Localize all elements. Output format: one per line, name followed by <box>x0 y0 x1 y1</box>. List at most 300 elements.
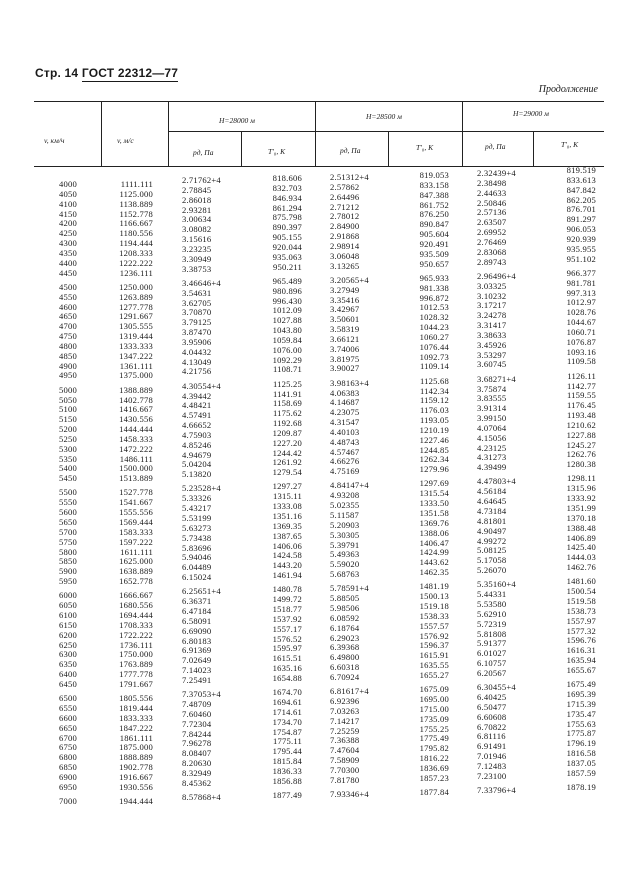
table-cell: 4.64645 <box>477 496 507 507</box>
column-v-kmh <box>40 180 77 811</box>
table-cell: 1245.27 <box>566 439 596 450</box>
table-cell: 6.70822 <box>477 721 507 732</box>
table-cell: 5.04204 <box>182 459 212 470</box>
table-cell: 1735.47 <box>566 708 596 719</box>
table-cell: 1176.03 <box>419 405 449 416</box>
table-cell: 4.93208 <box>330 490 360 501</box>
row-group <box>40 488 77 586</box>
table-cell: 1763.889 <box>119 659 153 670</box>
table-cell: 1158.69 <box>272 398 302 409</box>
table-cell: 5.13820 <box>182 469 212 480</box>
table-cell: 6.15024 <box>182 572 212 583</box>
table-cell: 1028.32 <box>419 312 449 323</box>
table-cell: 1111.111 <box>120 179 153 189</box>
table-cell: 3.87470 <box>182 327 212 338</box>
table-cell: 3.58319 <box>330 324 360 335</box>
col-divider-3 <box>241 131 242 167</box>
table-cell: 833.613 <box>566 174 596 185</box>
table-cell: 3.50601 <box>330 314 360 325</box>
table-cell: 6350 <box>59 659 77 670</box>
table-cell: 1805.556 <box>119 693 153 704</box>
table-cell: 4.99272 <box>477 535 507 546</box>
row-group <box>405 788 449 798</box>
table-cell: 1333.50 <box>419 498 449 509</box>
table-cell: 6.36371 <box>182 596 212 607</box>
table-cell: 1655.67 <box>566 664 596 675</box>
table-cell: 1175.62 <box>272 408 302 419</box>
table-cell: 1597.222 <box>119 536 153 547</box>
table-cell: 1625.000 <box>119 556 153 567</box>
header-p-h2: pд, Па <box>340 146 361 155</box>
col-divider-6 <box>462 101 463 167</box>
table-cell: 5400 <box>59 463 77 474</box>
table-cell: 1777.778 <box>119 669 153 680</box>
table-cell: 5.23528+4 <box>182 483 221 494</box>
row-group <box>108 180 153 278</box>
table-top-rule <box>34 101 604 102</box>
table-cell: 6.04489 <box>182 562 212 573</box>
table-cell: 1263.889 <box>119 291 153 302</box>
table-cell: 3.99150 <box>477 413 507 424</box>
table-cell: 1638.889 <box>119 566 153 577</box>
table-cell: 6850 <box>59 762 77 773</box>
table-cell: 7.33796+4 <box>477 784 516 795</box>
table-cell: 1388.48 <box>566 522 596 533</box>
table-cell: 7.12483 <box>477 760 507 771</box>
table-cell: 1028.76 <box>566 307 596 318</box>
table-cell: 1611.111 <box>120 546 153 557</box>
table-cell: 4700 <box>59 321 77 332</box>
table-cell: 4.84147+4 <box>330 480 369 491</box>
table-cell: 3.68271+4 <box>477 373 516 384</box>
table-cell: 6100 <box>59 610 77 620</box>
table-cell: 1108.71 <box>272 364 302 375</box>
table-cell: 1277.778 <box>119 301 153 312</box>
table-cell: 1861.111 <box>119 732 153 743</box>
table-cell: 6.20567 <box>477 667 507 678</box>
row-group <box>40 180 77 278</box>
table-cell: 935.063 <box>272 251 302 262</box>
table-cell: 1519.18 <box>419 601 449 611</box>
table-cell: 966.377 <box>566 267 596 278</box>
table-cell: 3.03325 <box>477 280 507 291</box>
table-cell: 8.32949 <box>182 767 212 778</box>
table-cell: 3.98163+4 <box>330 377 369 388</box>
row-group <box>182 176 242 274</box>
table-cell: 4.75169 <box>330 466 360 477</box>
table-cell: 6.80183 <box>182 635 212 646</box>
table-cell: 1125.68 <box>419 375 449 386</box>
table-cell: 833.158 <box>419 179 449 190</box>
table-cell: 4.75903 <box>182 429 212 440</box>
table-cell: 4.31273 <box>477 452 507 463</box>
table-cell: 6500 <box>59 693 77 704</box>
table-cell: 1500.000 <box>119 463 153 474</box>
table-cell: 1210.19 <box>419 424 449 435</box>
height-group-3: H=29000 м <box>513 109 549 118</box>
table-cell: 1291.667 <box>119 311 153 322</box>
table-cell: 1836.33 <box>272 765 302 776</box>
table-cell: 920.939 <box>566 233 596 244</box>
table-cell: 1244.42 <box>272 447 302 458</box>
row-group <box>108 797 153 807</box>
table-cell: 1044.23 <box>419 322 449 333</box>
table-cell: 2.38498 <box>477 177 507 188</box>
table-cell: 2.63507 <box>477 217 507 228</box>
table-cell: 1538.33 <box>419 610 449 621</box>
row-group <box>330 687 390 785</box>
table-cell: 1193.05 <box>419 415 449 426</box>
table-cell: 861.294 <box>272 202 302 213</box>
table-cell: 6.81116 <box>477 731 506 742</box>
table-cell: 1538.73 <box>566 605 596 616</box>
table-cell: 905.155 <box>272 232 302 243</box>
table-cell: 2.84900 <box>330 221 360 232</box>
table-cell: 1654.88 <box>272 672 302 683</box>
table-cell: 1279.96 <box>419 464 449 475</box>
table-cell: 6.39368 <box>330 642 360 653</box>
table-cell: 1856.88 <box>272 775 302 786</box>
table-cell: 997.313 <box>566 287 596 298</box>
row-group <box>182 690 242 788</box>
col-divider-7 <box>533 131 534 167</box>
table-cell: 1059.84 <box>272 334 302 345</box>
table-cell: 4.06383 <box>330 387 360 398</box>
table-cell: 4.39442 <box>182 390 212 401</box>
col-divider-2 <box>168 101 169 167</box>
table-cell: 1060.71 <box>566 326 596 337</box>
table-cell: 1775.87 <box>566 728 596 739</box>
table-cell: 1370.18 <box>566 512 596 523</box>
table-cell: 5.02355 <box>330 500 360 511</box>
table-cell: 1481.60 <box>566 576 596 587</box>
table-cell: 1635.94 <box>566 655 596 666</box>
table-cell: 1615.91 <box>419 650 449 661</box>
table-cell: 1472.222 <box>119 443 153 454</box>
table-cell: 5.44331 <box>477 589 507 600</box>
table-cell: 1722.222 <box>119 629 153 640</box>
table-cell: 1351.16 <box>272 511 302 522</box>
table-cell: 6.01027 <box>477 648 507 659</box>
table-cell: 1388.889 <box>119 384 153 395</box>
table-cell: 4.40103 <box>330 426 360 437</box>
table-cell: 4800 <box>59 340 77 351</box>
table-cell: 935.955 <box>566 243 596 254</box>
table-cell: 1694.444 <box>119 610 153 620</box>
row-group <box>40 591 77 689</box>
table-cell: 5000 <box>59 384 77 395</box>
table-cell: 6.81617+4 <box>330 686 369 697</box>
table-cell: 5.08125 <box>477 545 507 556</box>
table-cell: 1615.51 <box>272 653 302 664</box>
table-cell: 2.91868 <box>330 231 360 242</box>
table-cell: 3.91314 <box>477 403 507 414</box>
table-cell: 1750.000 <box>119 649 153 660</box>
table-cell: 3.74006 <box>330 343 360 354</box>
table-cell: 1695.00 <box>419 693 449 704</box>
table-cell: 4.15056 <box>477 432 507 443</box>
table-cell: 3.81975 <box>330 353 360 364</box>
table-cell: 1576.92 <box>419 630 449 641</box>
table-cell: 2.64496 <box>330 191 360 202</box>
table-cell: 5.68763 <box>330 569 360 580</box>
table-cell: 2.78012 <box>330 211 360 222</box>
table-cell: 6150 <box>59 619 77 630</box>
table-cell: 7.36388 <box>330 735 360 746</box>
table-cell: 4.23075 <box>330 407 360 418</box>
table-cell: 7.23100 <box>477 770 507 781</box>
table-cell: 1443.62 <box>419 557 449 568</box>
table-cell: 3.23235 <box>182 243 212 254</box>
table-cell: 981.338 <box>419 282 449 293</box>
table-cell: 920.491 <box>419 238 449 249</box>
table-cell: 2.51312+4 <box>330 172 369 182</box>
table-cell: 2.96496+4 <box>477 270 516 281</box>
table-cell: 3.27949 <box>330 284 360 295</box>
table-cell: 3.15616 <box>182 234 212 245</box>
table-cell: 1315.54 <box>419 488 449 499</box>
table-cell: 7.84244 <box>182 728 212 739</box>
table-cell: 4.66652 <box>182 420 212 431</box>
table-cell: 906.053 <box>566 224 596 235</box>
table-cell: 1795.82 <box>419 743 449 754</box>
table-cell: 5050 <box>59 394 77 405</box>
row-group <box>258 174 302 272</box>
table-cell: 1755.63 <box>566 718 596 729</box>
table-cell: 5.30305 <box>330 529 360 540</box>
table-cell: 1878.19 <box>566 781 596 792</box>
table-cell: 1569.444 <box>119 517 153 528</box>
table-cell: 6.60608 <box>477 711 507 722</box>
row-group <box>40 797 77 807</box>
row-group <box>108 591 153 689</box>
table-cell: 1375.000 <box>119 370 153 381</box>
table-cell: 4400 <box>59 257 77 268</box>
table-cell: 1735.09 <box>419 713 449 724</box>
table-cell: 1315.11 <box>272 491 302 502</box>
table-cell: 4750 <box>59 331 77 342</box>
table-cell: 847.388 <box>419 189 449 200</box>
table-cell: 1425.40 <box>566 542 596 553</box>
table-cell: 1416.667 <box>119 404 153 415</box>
table-cell: 6750 <box>59 742 77 753</box>
table-cell: 1227.20 <box>272 437 302 448</box>
table-cell: 1351.58 <box>419 508 449 519</box>
table-cell: 5500 <box>59 487 77 498</box>
row-group <box>40 283 77 381</box>
table-cell: 6.29023 <box>330 632 360 643</box>
table-cell: 4900 <box>59 360 77 371</box>
table-cell: 6.60318 <box>330 662 360 673</box>
table-cell: 1791.667 <box>119 678 153 689</box>
row-group <box>477 272 537 370</box>
page-label: Стр. 14 <box>35 66 79 80</box>
table-cell: 1499.72 <box>272 594 302 605</box>
table-cell: 6600 <box>59 712 77 723</box>
table-cell: 1159.12 <box>419 395 449 406</box>
table-cell: 1616.31 <box>566 645 596 656</box>
table-cell: 1836.69 <box>419 762 449 773</box>
table-cell: 1194.444 <box>119 238 153 249</box>
table-cell: 1519.58 <box>566 596 596 606</box>
table-cell: 1210.62 <box>566 419 596 430</box>
table-cell: 996.872 <box>419 292 449 303</box>
table-cell: 6950 <box>59 781 77 792</box>
table-cell: 4.66276 <box>330 456 360 467</box>
table-cell: 5.91377 <box>477 638 507 649</box>
table-cell: 847.842 <box>566 184 596 195</box>
table-cell: 1142.34 <box>419 385 449 396</box>
table-cell: 1916.667 <box>119 771 153 782</box>
table-cell: 4600 <box>59 301 77 312</box>
table-cell: 5.88505 <box>330 593 360 604</box>
row-group <box>182 587 242 685</box>
table-cell: 5250 <box>59 433 77 444</box>
table-cell: 1280.38 <box>566 459 596 470</box>
table-cell: 819.053 <box>419 170 449 180</box>
column-t-h1 <box>258 174 302 805</box>
row-group <box>405 171 449 269</box>
column-p-h3 <box>477 169 537 800</box>
table-cell: 1695.39 <box>566 688 596 699</box>
table-cell: 1513.889 <box>119 473 153 484</box>
table-cell: 6800 <box>59 752 77 763</box>
table-cell: 4450 <box>59 267 77 278</box>
table-cell: 1159.55 <box>566 390 596 401</box>
table-cell: 980.896 <box>272 285 302 296</box>
table-cell: 1652.778 <box>119 576 153 587</box>
table-cell: 1406.89 <box>566 532 596 543</box>
table-cell: 1555.556 <box>119 507 153 518</box>
table-cell: 3.38633 <box>477 329 507 340</box>
table-cell: 4.13049 <box>182 356 212 367</box>
row-group <box>551 680 596 778</box>
table-cell: 1333.08 <box>272 501 302 512</box>
table-cell: 4.04432 <box>182 346 212 357</box>
table-cell: 876.701 <box>566 204 596 215</box>
table-cell: 4.48421 <box>182 400 212 411</box>
table-cell: 3.17217 <box>477 300 507 311</box>
header-p-h3: pд, Па <box>485 142 506 151</box>
table-cell: 4.31547 <box>330 417 360 428</box>
table-cell: 4950 <box>59 370 77 381</box>
table-cell: 7.14023 <box>182 665 212 676</box>
table-cell: 5.94046 <box>182 552 212 563</box>
table-cell: 1708.333 <box>119 619 153 630</box>
table-cell: 1444.444 <box>119 424 153 435</box>
table-cell: 1875.000 <box>119 742 153 753</box>
table-cell: 8.20630 <box>182 758 212 769</box>
table-cell: 6200 <box>59 629 77 640</box>
table-cell: 6.92396 <box>330 695 360 706</box>
table-cell: 3.83555 <box>477 393 507 404</box>
row-group <box>182 279 242 377</box>
column-t-h3 <box>551 166 596 797</box>
table-cell: 1262.34 <box>419 454 449 465</box>
table-cell: 1152.778 <box>119 208 153 219</box>
table-cell: 1481.19 <box>419 581 449 592</box>
row-group <box>258 277 302 375</box>
table-cell: 1837.05 <box>566 757 596 768</box>
table-cell: 4550 <box>59 291 77 302</box>
table-cell: 4150 <box>59 208 77 219</box>
table-cell: 5700 <box>59 526 77 537</box>
table-cell: 1675.49 <box>566 679 596 690</box>
table-cell: 1877.84 <box>419 786 449 797</box>
table-cell: 3.30949 <box>182 253 212 264</box>
page-header <box>35 66 178 80</box>
table-cell: 4100 <box>59 198 77 209</box>
table-cell: 4350 <box>59 247 77 258</box>
table-cell: 8.08407 <box>182 748 212 759</box>
table-cell: 3.60745 <box>477 359 507 370</box>
table-cell: 1754.87 <box>272 726 302 737</box>
table-cell: 1775.49 <box>419 733 449 744</box>
table-cell: 5450 <box>59 473 77 484</box>
table-cell: 7000 <box>59 795 77 806</box>
table-cell: 1557.17 <box>272 623 302 634</box>
table-cell: 1833.333 <box>119 712 153 723</box>
table-cell: 4.07064 <box>477 422 507 433</box>
row-group <box>108 488 153 586</box>
table-cell: 1461.94 <box>272 570 302 581</box>
table-header-bottom-rule <box>34 166 604 167</box>
row-group <box>258 791 302 801</box>
row-group <box>108 283 153 381</box>
table-cell: 1655.27 <box>419 669 449 680</box>
table-cell: 7.96278 <box>182 738 212 749</box>
row-group <box>108 694 153 792</box>
table-cell: 4.85246 <box>182 439 212 450</box>
table-cell: 4.73184 <box>477 506 507 517</box>
table-cell: 7.93346+4 <box>330 788 369 799</box>
table-cell: 6050 <box>59 600 77 611</box>
table-cell: 3.38753 <box>182 263 212 274</box>
column-p-h1 <box>182 176 242 807</box>
table-cell: 1480.78 <box>272 584 302 595</box>
table-cell: 1236.111 <box>119 267 153 278</box>
table-cell: 2.71212 <box>330 201 360 212</box>
table-cell: 1675.09 <box>419 684 449 695</box>
table-cell: 1775.11 <box>272 736 302 747</box>
table-cell: 1500.13 <box>419 591 449 602</box>
row-group <box>330 790 390 800</box>
table-cell: 950.657 <box>419 258 449 269</box>
table-cell: 6.49800 <box>330 652 360 663</box>
table-cell: 5.33326 <box>182 493 212 504</box>
table-cell: 1715.39 <box>566 698 596 709</box>
row-group <box>258 688 302 786</box>
table-cell: 1674.70 <box>272 687 302 698</box>
table-cell: 1816.58 <box>566 748 596 759</box>
table-cell: 7.70300 <box>330 764 360 775</box>
table-cell: 1486.111 <box>119 453 153 464</box>
table-cell: 7.81780 <box>330 774 360 785</box>
table-cell: 4.21756 <box>182 366 212 377</box>
table-cell: 3.90027 <box>330 363 360 374</box>
table-cell: 7.58909 <box>330 755 360 766</box>
table-cell: 1305.555 <box>119 321 153 332</box>
table-cell: 5.59020 <box>330 559 360 570</box>
table-cell: 5200 <box>59 424 77 435</box>
table-cell: 1347.222 <box>119 350 153 361</box>
table-cell: 1141.91 <box>272 388 302 399</box>
table-cell: 5950 <box>59 576 77 587</box>
row-group <box>258 585 302 683</box>
table-cell: 4250 <box>59 228 77 239</box>
table-cell: 1166.667 <box>119 218 153 229</box>
table-cell: 1209.87 <box>272 427 302 438</box>
